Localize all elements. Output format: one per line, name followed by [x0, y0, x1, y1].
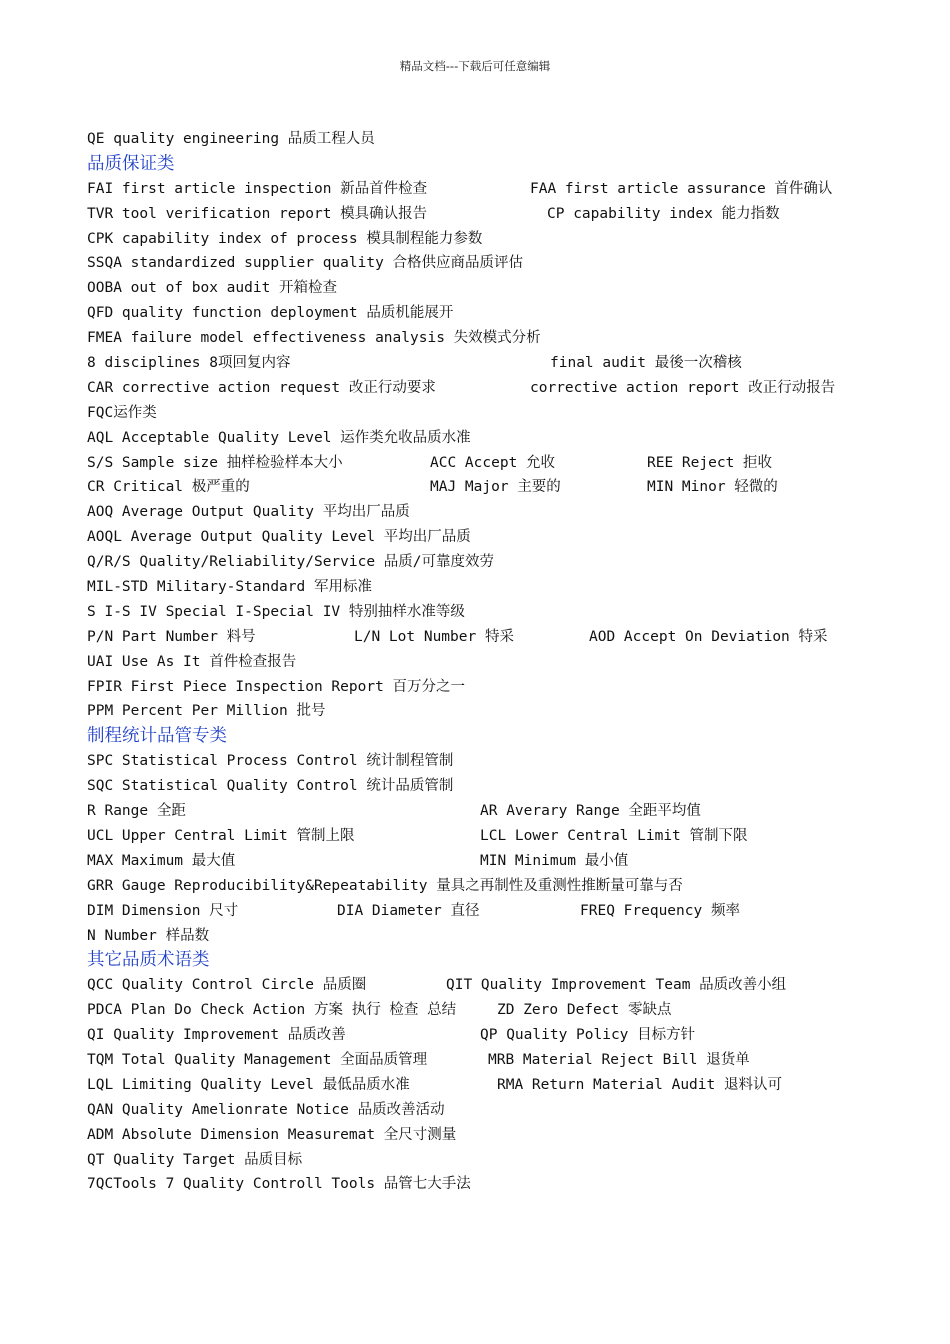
- glossary-entry: P/N Part Number 料号: [87, 628, 256, 645]
- glossary-entry: QI Quality Improvement 品质改善: [87, 1027, 346, 1044]
- glossary-entry: CAR corrective action request 改正行动要求: [87, 379, 436, 396]
- glossary-entry: FAA first article assurance 首件确认: [530, 180, 833, 197]
- glossary-entry: CR Critical 极严重的: [87, 479, 250, 496]
- glossary-content: [87, 127, 887, 1197]
- glossary-entry: QAN Quality Amelionrate Notice 品质改善活动: [87, 1101, 445, 1118]
- glossary-entry: R Range 全距: [87, 803, 186, 820]
- glossary-entry: MAX Maximum 最大值: [87, 852, 236, 869]
- glossary-entry: REE Reject 拒收: [647, 454, 773, 471]
- glossary-line: [87, 749, 887, 774]
- glossary-line: [87, 401, 887, 426]
- glossary-entry: MAJ Major 主要的: [430, 479, 561, 496]
- glossary-entry: ZD Zero Defect 零缺点: [497, 1002, 672, 1019]
- glossary-line: [87, 699, 887, 724]
- glossary-entry: QT Quality Target 品质目标: [87, 1151, 303, 1168]
- glossary-line: [87, 1172, 887, 1197]
- glossary-entry: corrective action report 改正行动报告: [530, 379, 836, 396]
- glossary-line: [87, 550, 887, 575]
- glossary-entry: AOD Accept On Deviation 特采: [589, 628, 828, 645]
- glossary-line: [87, 849, 887, 874]
- glossary-entry: QE quality engineering 品质工程人员: [87, 131, 375, 147]
- glossary-entry: QCC Quality Control Circle 品质圈: [87, 977, 367, 994]
- glossary-entry: SQC Statistical Quality Control 统计品质管制: [87, 778, 454, 795]
- glossary-entry: CP capability index 能力指数: [547, 205, 780, 222]
- glossary-entry: FQC运作类: [87, 404, 157, 421]
- glossary-line: [87, 1123, 887, 1148]
- section-heading: 制程统计品管专类: [87, 726, 227, 747]
- glossary-entry: ACC Accept 允收: [430, 454, 556, 471]
- glossary-entry: 8 disciplines 8项回复内容: [87, 355, 291, 372]
- glossary-entry: LCL Lower Central Limit 管制下限: [480, 827, 748, 844]
- glossary-entry: L/N Lot Number 特采: [354, 628, 514, 645]
- glossary-entry: MIN Minimum 最小值: [480, 852, 629, 869]
- glossary-entry: QFD quality function deployment 品质机能展开: [87, 305, 454, 322]
- glossary-line: [87, 475, 887, 500]
- glossary-line: [87, 600, 887, 625]
- glossary-line: [87, 675, 887, 700]
- page-header: 精品文档---下载后可任意编辑: [399, 59, 551, 73]
- glossary-line: [87, 824, 887, 849]
- glossary-entry: TQM Total Quality Management 全面品质管理: [87, 1051, 428, 1068]
- glossary-entry: MIN Minor 轻微的: [647, 479, 778, 496]
- glossary-line: [87, 227, 887, 252]
- glossary-entry: S/S Sample size 抽样检验样本大小: [87, 454, 343, 471]
- glossary-line: [87, 874, 887, 899]
- glossary-entry: AOQ Average Output Quality 平均出厂品质: [87, 504, 410, 521]
- glossary-line: [87, 1073, 887, 1098]
- glossary-line: [87, 924, 887, 949]
- glossary-entry: AOQL Average Output Quality Level 平均出厂品质: [87, 529, 471, 546]
- glossary-entry: FREQ Frequency 频率: [580, 902, 740, 919]
- glossary-line: [87, 998, 887, 1023]
- glossary-line: [87, 376, 887, 401]
- glossary-entry: final audit 最後一次稽核: [550, 355, 742, 372]
- glossary-line: [87, 202, 887, 227]
- glossary-entry: AR Averary Range 全距平均值: [480, 803, 701, 820]
- glossary-line: [87, 899, 887, 924]
- glossary-entry: DIA Diameter 直径: [337, 902, 480, 919]
- glossary-line: [87, 1148, 887, 1173]
- glossary-line: [87, 127, 887, 152]
- glossary-line: [87, 301, 887, 326]
- glossary-line: [87, 251, 887, 276]
- glossary-entry: FPIR First Piece Inspection Report 百万分之一: [87, 678, 466, 695]
- glossary-entry: FMEA failure model effectiveness analysis 失效模式分析: [87, 330, 541, 347]
- glossary-line: [87, 1048, 887, 1073]
- glossary-entry: TVR tool verification report 模具确认报告: [87, 205, 428, 222]
- glossary-entry: CPK capability index of process 模具制程能力参数: [87, 230, 483, 247]
- glossary-line: [87, 177, 887, 202]
- glossary-entry: LQL Limiting Quality Level 最低品质水准: [87, 1076, 410, 1093]
- glossary-entry: N Number 样品数: [87, 927, 210, 944]
- glossary-entry: GRR Gauge Reproducibility&Repeatability 量具之再制性及重测性推断量可靠与否: [87, 877, 683, 894]
- glossary-line: [87, 973, 887, 998]
- glossary-entry: RMA Return Material Audit 退料认可: [497, 1076, 782, 1093]
- glossary-entry: SSQA standardized supplier quality 合格供应商品质评估: [87, 255, 524, 272]
- glossary-line: [87, 525, 887, 550]
- glossary-line: [87, 774, 887, 799]
- glossary-line: [87, 500, 887, 525]
- glossary-entry: MRB Material Reject Bill 退货单: [488, 1051, 750, 1068]
- glossary-line: [87, 1098, 887, 1123]
- glossary-entry: 7QCTools 7 Quality Controll Tools 品管七大手法: [87, 1176, 471, 1193]
- glossary-entry: ADM Absolute Dimension Measuremat 全尺寸测量: [87, 1126, 457, 1143]
- section-heading: 品质保证类: [87, 153, 175, 174]
- glossary-entry: S I-S IV Special I-Special IV 特别抽样水准等级: [87, 603, 465, 620]
- glossary-entry: Q/R/S Quality/Reliability/Service 品质/可靠度效劳: [87, 554, 495, 571]
- glossary-line: [87, 451, 887, 476]
- glossary-line: [87, 426, 887, 451]
- glossary-entry: FAI first article inspection 新品首件检查: [87, 180, 428, 197]
- glossary-line: [87, 575, 887, 600]
- glossary-line: [87, 276, 887, 301]
- section-heading: 其它品质术语类: [87, 950, 210, 971]
- glossary-entry: DIM Dimension 尺寸: [87, 902, 239, 919]
- glossary-entry: UCL Upper Central Limit 管制上限: [87, 827, 355, 844]
- glossary-line: [87, 351, 887, 376]
- glossary-entry: QIT Quality Improvement Team 品质改善小组: [446, 977, 787, 994]
- glossary-line: [87, 625, 887, 650]
- glossary-entry: QP Quality Policy 目标方针: [480, 1027, 696, 1044]
- glossary-line: [87, 799, 887, 824]
- glossary-entry: OOBA out of box audit 开箱检查: [87, 280, 338, 297]
- glossary-entry: PDCA Plan Do Check Action 方案 执行 检查 总结: [87, 1002, 457, 1019]
- glossary-entry: AQL Acceptable Quality Level 运作类允收品质水准: [87, 429, 471, 446]
- glossary-entry: PPM Percent Per Million 批号: [87, 703, 326, 720]
- glossary-entry: MIL-STD Military-Standard 军用标准: [87, 579, 372, 596]
- glossary-line: [87, 1023, 887, 1048]
- glossary-entry: SPC Statistical Process Control 统计制程管制: [87, 753, 454, 770]
- glossary-line: [87, 326, 887, 351]
- glossary-line: [87, 650, 887, 675]
- glossary-entry: UAI Use As It 首件检查报告: [87, 653, 297, 670]
